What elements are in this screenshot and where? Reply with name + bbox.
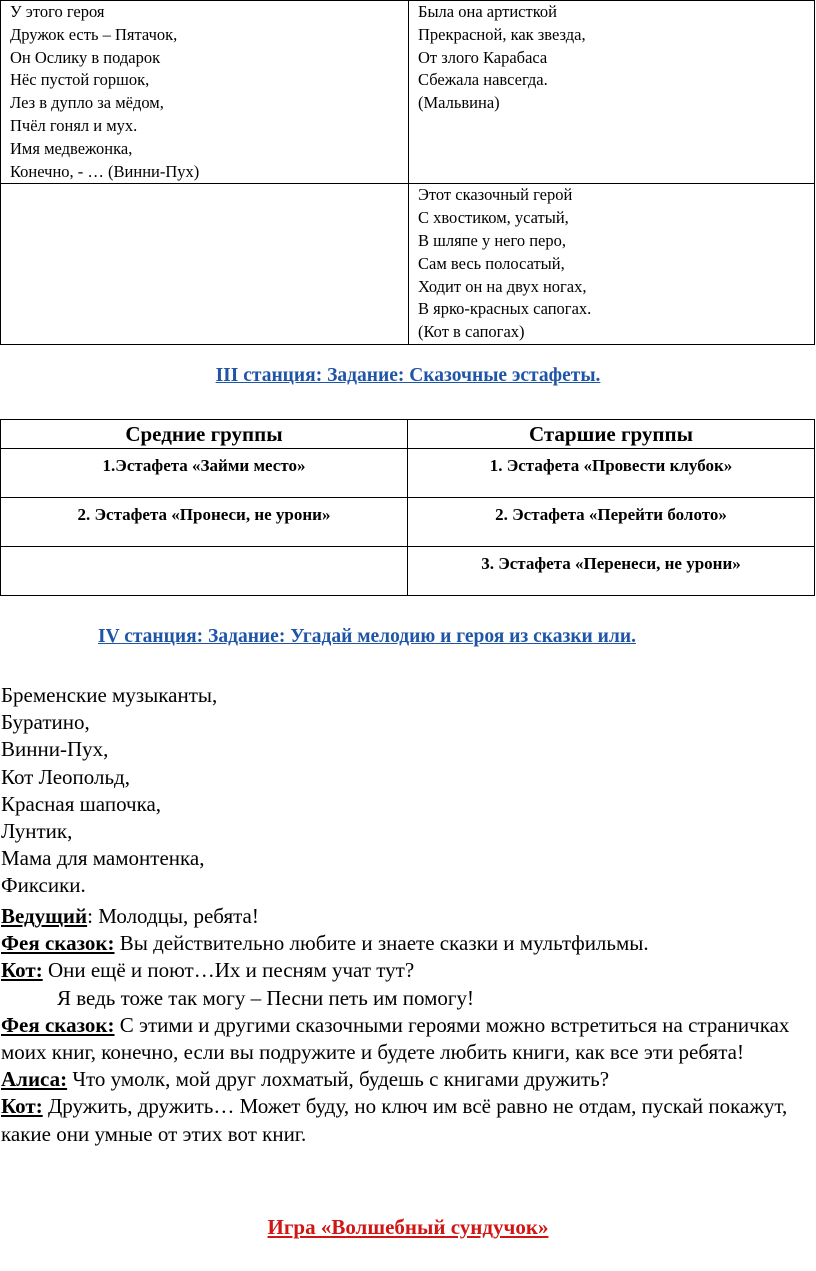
riddle-cell-empty bbox=[1, 184, 409, 345]
dialog-line bbox=[1, 1012, 813, 1066]
speaker-name: Алиса: bbox=[1, 1067, 68, 1092]
dialog-line bbox=[1, 957, 813, 984]
dialog-text: Что умолк, мой друг лохматый, будешь с книгами дружить? bbox=[72, 1067, 610, 1092]
speaker-name: Ведущий bbox=[1, 904, 88, 928]
relay-label: 1. Эстафета «Провести клубок» bbox=[489, 456, 733, 475]
relays-header-senior: Старшие группы bbox=[408, 420, 815, 449]
speaker-name: Кот: bbox=[1, 1094, 43, 1119]
melody-item: Мама для мамонтенка, bbox=[1, 846, 205, 871]
speaker-name: Фея сказок: bbox=[1, 931, 115, 956]
riddle-line: От злого Карабаса bbox=[418, 47, 548, 67]
speaker-name: Кот: bbox=[1, 958, 43, 983]
riddle-line: Дружок есть – Пятачок, bbox=[10, 24, 178, 44]
relay-middle-2 bbox=[1, 498, 408, 547]
dialog-text: С этими и другими сказочными героями можно встретиться на страничках моих книг, конечно, если вы подружите и будете любить книги, как все эти ребята! bbox=[1, 1012, 790, 1065]
riddle-line: В ярко-красных сапогах. bbox=[418, 299, 592, 319]
dialog-text: Я ведь тоже так могу – Песни петь им помогу! bbox=[57, 985, 475, 1010]
speaker-name: Фея сказок: bbox=[1, 1012, 115, 1037]
dialog-text: Они ещё и поют…Их и песням учат тут? bbox=[47, 958, 415, 983]
relay-label: 2. Эстафета «Пронеси, не урони» bbox=[77, 505, 331, 524]
riddle-line: Сам весь полосатый, bbox=[418, 253, 565, 273]
riddle-cell-malvina bbox=[409, 1, 815, 184]
relay-middle-1 bbox=[1, 449, 408, 498]
melody-item: Буратино, bbox=[1, 710, 90, 735]
riddle-line: (Мальвина) bbox=[418, 93, 500, 113]
speaker-separator: : bbox=[87, 904, 99, 928]
riddle-cell-winnie bbox=[1, 1, 409, 184]
riddle-line: В шляпе у него перо, bbox=[418, 230, 566, 250]
riddle-line: Конечно, - … (Винни-Пух) bbox=[10, 161, 200, 181]
relay-senior-1 bbox=[408, 449, 815, 498]
dialog-line bbox=[1, 903, 813, 930]
melody-item: Кот Леопольд, bbox=[1, 764, 130, 789]
station-4-heading: IV станция: Задание: Угадай мелодию и героя из сказки или. bbox=[98, 626, 636, 647]
dialog-block bbox=[1, 903, 813, 1148]
melody-item: Лунтик, bbox=[1, 819, 73, 844]
dialog-text: Дружить, дружить… Может буду, но ключ им всё равно не отдам, пускай покажут, какие они умные от этих вот книг. bbox=[1, 1094, 788, 1146]
riddle-line: Была она артисткой bbox=[418, 2, 557, 21]
melody-item: Фиксики. bbox=[1, 873, 86, 898]
riddle-line: Сбежала навсегда. bbox=[418, 70, 548, 90]
melody-item: Красная шапочка, bbox=[1, 791, 162, 816]
dialog-line bbox=[1, 985, 813, 1012]
riddle-line: Нёс пустой горшок, bbox=[10, 70, 150, 90]
dialog-text: Молодцы, ребята! bbox=[98, 904, 259, 928]
dialog-line bbox=[1, 1093, 813, 1147]
melody-item: Бременские музыканты, bbox=[1, 683, 218, 707]
game-heading: Игра «Волшебный сундучок» bbox=[267, 1215, 549, 1239]
riddle-line: Ходит он на двух ногах, bbox=[418, 276, 587, 296]
dialog-line bbox=[1, 1066, 813, 1093]
riddle-line: Этот сказочный герой bbox=[418, 185, 573, 205]
riddle-line: Он Ослику в подарок bbox=[10, 47, 161, 67]
riddles-table bbox=[0, 0, 815, 345]
riddle-cell-puss bbox=[409, 184, 815, 345]
riddle-line: Имя медвежонка, bbox=[10, 138, 133, 158]
relay-label bbox=[1, 547, 407, 553]
dialog-text: Вы действительно любите и знаете сказки и мультфильмы. bbox=[119, 931, 649, 956]
melody-item: Винни-Пух, bbox=[1, 737, 109, 762]
relay-label: 3. Эстафета «Перенеси, не урони» bbox=[481, 554, 741, 573]
relay-middle-3 bbox=[1, 547, 408, 596]
relay-label: 1.Эстафета «Займи место» bbox=[102, 456, 306, 475]
riddle-line: (Кот в сапогах) bbox=[418, 322, 525, 342]
relay-senior-3 bbox=[408, 547, 815, 596]
relay-label: 2. Эстафета «Перейти болото» bbox=[495, 505, 727, 524]
riddle-line: С хвостиком, усатый, bbox=[418, 208, 569, 228]
riddle-line: Лез в дупло за мёдом, bbox=[10, 93, 164, 113]
dialog-line bbox=[1, 930, 813, 957]
relays-header-middle: Средние группы bbox=[1, 420, 408, 449]
melody-list bbox=[1, 682, 217, 900]
station-3-heading: III станция: Задание: Сказочные эстафеты. bbox=[215, 365, 601, 386]
riddle-line: У этого героя bbox=[10, 2, 105, 21]
riddle-line: Пчёл гонял и мух. bbox=[10, 115, 138, 135]
relay-senior-2 bbox=[408, 498, 815, 547]
relays-table bbox=[0, 419, 815, 596]
riddle-line: Прекрасной, как звезда, bbox=[418, 24, 586, 44]
